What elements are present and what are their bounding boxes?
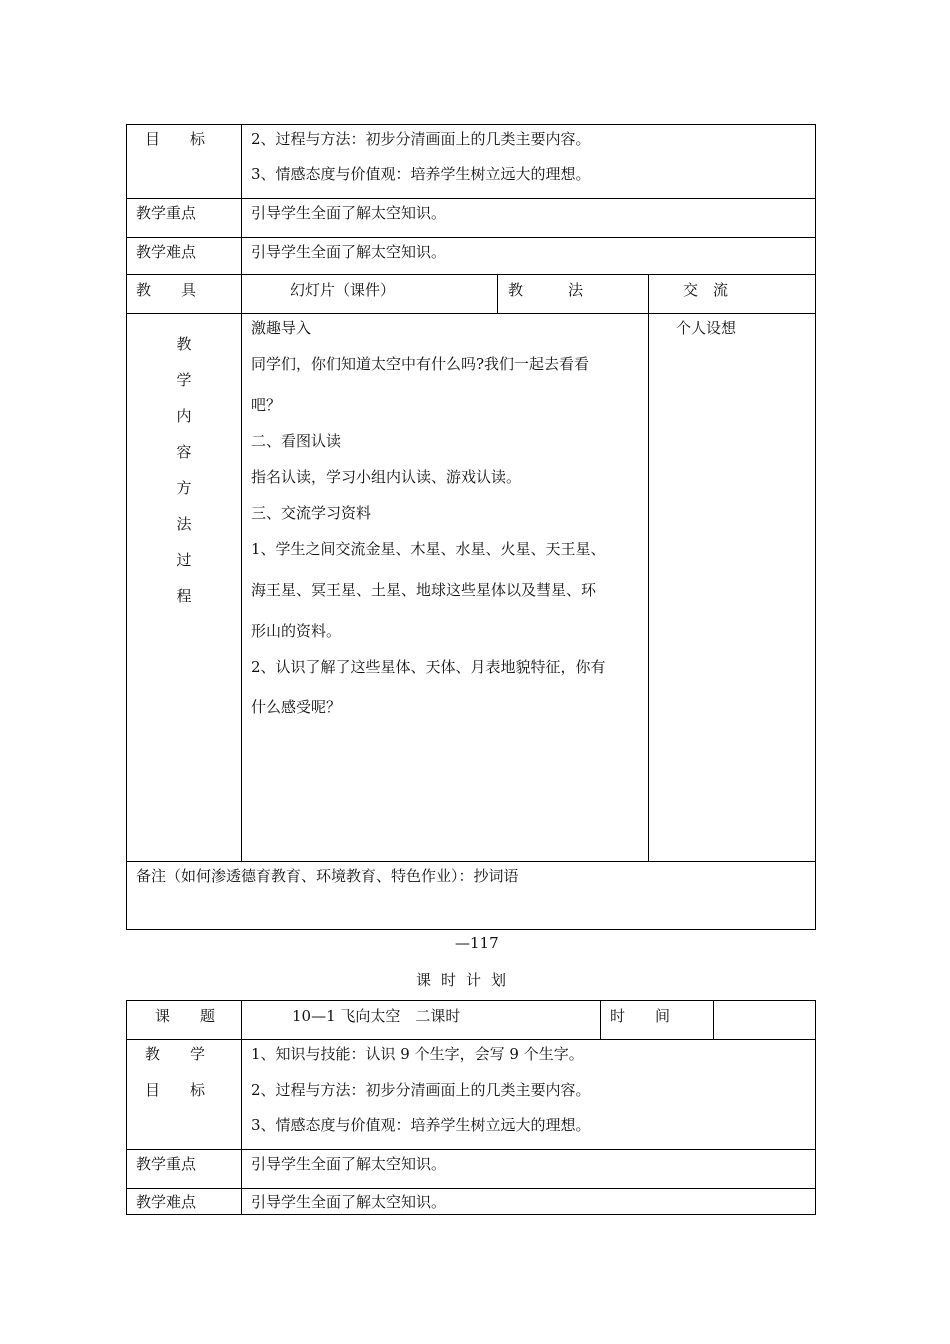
- goal-line: 2、过程与方法：初步分清画面上的几类主要内容。: [251, 1081, 591, 1099]
- topic-value: 10—1 飞向太空 二课时: [292, 1007, 461, 1025]
- tools-value: 幻灯片（课件）: [290, 281, 396, 299]
- table2-col-divider: [600, 1000, 601, 1039]
- key-point-label: 教学重点: [136, 204, 197, 222]
- table1-col-divider: [648, 274, 649, 861]
- plan-title: 课 时 计 划: [416, 971, 507, 989]
- difficulty-text: 引导学生全面了解太空知识。: [251, 1193, 447, 1211]
- goal-line: 2、过程与方法：初步分清画面上的几类主要内容。: [251, 130, 591, 148]
- table2-rule: [126, 1188, 816, 1189]
- topic-label: 课 题: [155, 1007, 216, 1025]
- personal-ideas-label: 个人设想: [676, 319, 737, 337]
- difficulty-label: 教学难点: [136, 243, 197, 261]
- goal-label: 目 标: [145, 130, 206, 148]
- method-label: 教 法: [508, 281, 584, 299]
- goal-label: 目 标: [145, 1081, 206, 1099]
- table1-col-divider: [497, 274, 498, 313]
- key-point-text: 引导学生全面了解太空知识。: [251, 1155, 447, 1173]
- table2-col-divider: [713, 1000, 714, 1039]
- table1-rule: [126, 237, 816, 238]
- table2-col-divider: [241, 1000, 242, 1215]
- tools-label: 教 具: [136, 281, 197, 299]
- table1-rule: [126, 861, 816, 862]
- table2-border-left: [126, 1000, 127, 1215]
- goal-line: 1、知识与技能：认识 9 个生字，会写 9 个生字。: [251, 1045, 584, 1063]
- process-line: 2、认识了解了这些星体、天体、月表地貌特征，你有: [251, 658, 606, 676]
- table2-border-bottom: [126, 1214, 816, 1215]
- time-label: 时 间: [610, 1007, 671, 1025]
- process-line: 1、学生之间交流金星、木星、水星、火星、天王星、: [251, 540, 606, 558]
- goal-label: 教 学: [145, 1045, 206, 1063]
- process-line: 三、交流学习资料: [251, 504, 372, 522]
- table1-col-divider: [241, 124, 242, 861]
- difficulty-text: 引导学生全面了解太空知识。: [251, 243, 447, 261]
- table1-border-bottom: [126, 929, 816, 930]
- difficulty-label: 教学难点: [136, 1193, 197, 1211]
- process-line: 海王星、冥王星、土星、地球这些星体以及彗星、环: [251, 581, 597, 599]
- table1-border-top: [126, 124, 816, 125]
- goal-line: 3、情感态度与价值观：培养学生树立远大的理想。: [251, 1116, 591, 1134]
- page-number: —117: [455, 934, 499, 952]
- process-label: 教 学 内 容 方 法 过 程: [176, 335, 192, 605]
- table2-rule: [126, 1149, 816, 1150]
- table1-border-right: [815, 124, 816, 930]
- table1-rule: [126, 313, 816, 314]
- process-line: 二、看图认读: [251, 432, 342, 450]
- process-line: 激趣导入: [251, 319, 312, 337]
- process-line: 形山的资料。: [251, 622, 342, 640]
- table1-border-left: [126, 124, 127, 930]
- key-point-text: 引导学生全面了解太空知识。: [251, 204, 447, 222]
- remarks: 备注（如何渗透德育教育、环境教育、特色作业）：抄词语: [136, 867, 519, 885]
- table2-rule: [126, 1039, 816, 1040]
- key-point-label: 教学重点: [136, 1155, 197, 1173]
- process-line: 指名认读，学习小组内认读、游戏认读。: [251, 468, 522, 486]
- table2-border-right: [815, 1000, 816, 1215]
- table1-rule: [126, 198, 816, 199]
- table1-rule: [126, 274, 816, 275]
- method-value: 交 流: [683, 281, 729, 299]
- process-line: 什么感受呢？: [251, 698, 342, 716]
- process-line: 同学们，你们知道太空中有什么吗?我们一起去看看: [251, 355, 590, 373]
- goal-line: 3、情感态度与价值观：培养学生树立远大的理想。: [251, 165, 591, 183]
- process-line: 吧？: [251, 396, 282, 414]
